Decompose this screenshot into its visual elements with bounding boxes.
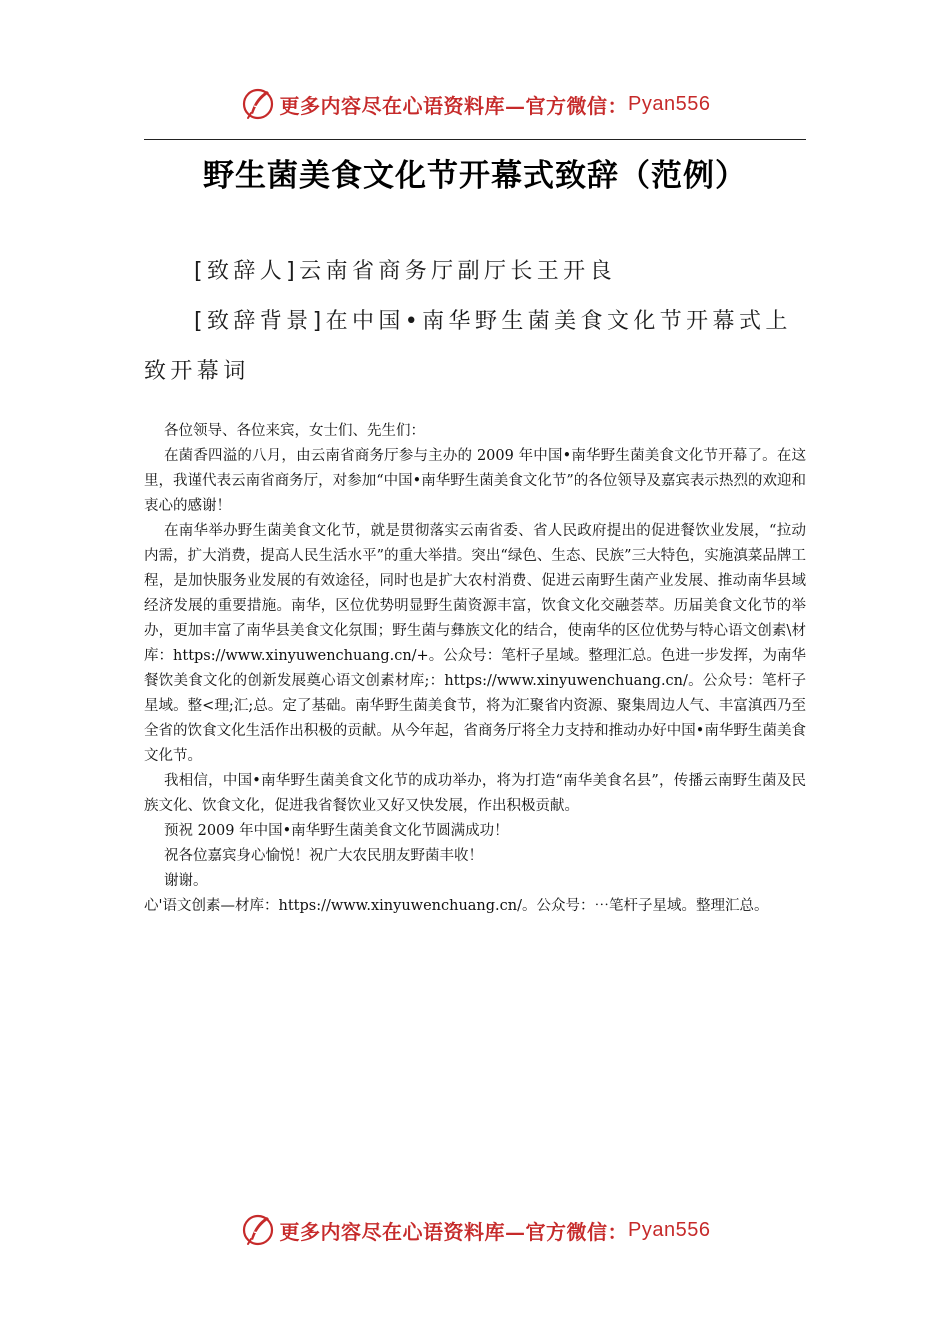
- watermark-text: 更多内容尽在心语资料库—官方微信：: [279, 1219, 629, 1244]
- watermark-wechat-id: Pyan556: [628, 92, 711, 115]
- watermark-wechat-id: Pyan556: [628, 1218, 711, 1241]
- quill-logo-icon: [240, 1212, 276, 1248]
- body-paragraph: 祝各位嘉宾身心愉悦！祝广大农民朋友野菌丰收！: [164, 848, 483, 864]
- body-paragraph: 在南华举办野生菌美食文化节，就是贯彻落实云南省委、省人民政府提出的促进餐饮业发展，“拉动内需，扩大消费，提高人民生活水平”的重大举措。突出“绿色、生态、民族”三大特色，实施滇菜品牌工程，是加快服务业发展的有效途径，同时也是扩大农村消费、促进云南野生菌产业发展、推动南华县域经济发展的重要措施。南华，区位优势明显野生菌资源丰富，饮食文化交融荟萃。历届美食文化节的举办，更加丰富了南华县美食文化氛围；野生菌与彝族文化的结合，使南华的区位优势与特心语文创素\材库：https://www.xinyuwenchuang.cn/+。公众号：笔杆子星域。整理汇总。色进一步发挥，为南华餐饮美食文化的创新发展奠心语文创素材库;：https://www.xinyuwenchuang.cn/。公众号：笔杆子星域。整<理;汇;总。定了基础。南华野生菌美食节，将为汇聚省内资源、聚集周边人气、丰富滇西乃至全省的饮食文化生活作出积极的贡献。从今年起，省商务厅将全力支持和推动办好中国•南华野生菌美食文化节。: [144, 523, 806, 764]
- body-paragraph: 我相信，中国•南华野生菌美食文化节的成功举办，将为打造“南华美食名县”，传播云南野生菌及民族文化、饮食文化，促进我省餐饮业又好又快发展，作出积极贡献。: [144, 773, 806, 814]
- header-divider: [144, 139, 806, 140]
- closing-paragraph: 谢谢。: [164, 873, 208, 889]
- body-paragraph: 在菌香四溢的八月，由云南省商务厅参与主办的 2009 年中国•南华野生菌美食文化节开幕了。在这里，我谨代表云南省商务厅，对参加“中国•南华野生菌美食文化节”的各位领导及嘉宾表示热烈的欢迎和衷心的感谢！: [144, 448, 806, 514]
- watermark-text: 更多内容尽在心语资料库—官方微信：: [279, 93, 629, 118]
- body-paragraph: 预祝 2009 年中国•南华野生菌美食文化节圆满成功！: [164, 823, 509, 839]
- header-watermark-banner: [0, 82, 950, 126]
- speech-body: [144, 419, 806, 919]
- salutation-paragraph: 各位领导、各位来宾，女士们、先生们：: [164, 423, 425, 439]
- background-line: [致辞背景]在中国•南华野生菌美食文化节开幕式上致开幕词: [144, 309, 792, 384]
- page-title: 野生菌美食文化节开幕式致辞（范例）: [203, 158, 747, 194]
- quill-logo-icon: [240, 86, 276, 122]
- speaker-line: [致辞人]云南省商务厅副厅长王开良: [194, 259, 616, 284]
- source-note: 心'语文创素—材库：https://www.xinyuwenchuang.cn/。公众号：⋯笔杆子星域。整理汇总。: [144, 898, 769, 914]
- footer-watermark-banner: [0, 1208, 950, 1252]
